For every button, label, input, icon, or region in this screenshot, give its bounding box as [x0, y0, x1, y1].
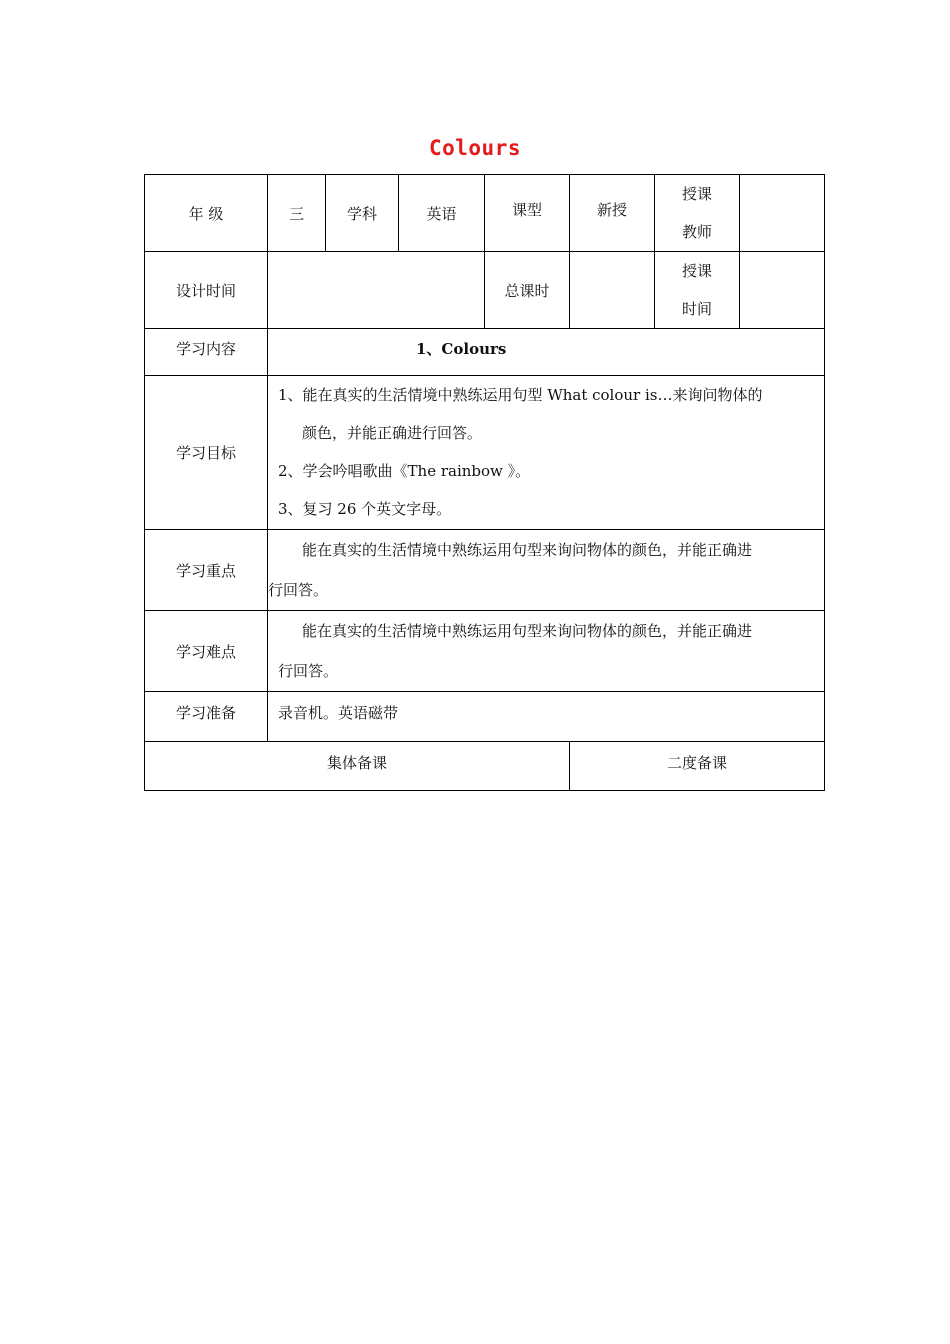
table-row [145, 692, 825, 742]
goal-item-1: 1、能在真实的生活情境中熟练运用句型 What colour is…来询问物体的 [278, 386, 763, 404]
content-value-text: 1、Colours [416, 340, 507, 358]
grade-value: 三 [268, 175, 326, 252]
teacher-label [655, 175, 740, 252]
subject-label: 学科 [326, 175, 399, 252]
design-time-label: 设计时间 [145, 252, 268, 329]
design-time-value [268, 252, 485, 329]
collective-prep-header: 集体备课 [145, 742, 570, 791]
table-row [145, 611, 825, 692]
total-hours-label: 总课时 [485, 252, 570, 329]
goals-cell [268, 376, 825, 530]
content-label: 学习内容 [145, 329, 268, 376]
grade-label: 年 级 [145, 175, 268, 252]
teacher-label-line1: 授课 [682, 185, 713, 203]
key-points-text [268, 530, 825, 611]
table-row [145, 252, 825, 329]
page-title: Colours [428, 136, 521, 160]
total-hours-value [570, 252, 655, 329]
goal-item-2: 2、学会吟唱歌曲《The rainbow 》。 [278, 462, 531, 480]
difficulties-label: 学习难点 [145, 611, 268, 692]
teach-time-label-line1: 授课 [682, 262, 713, 280]
key-points-line1: 能在真实的生活情境中熟练运用句型来询问物体的颜色，并能正确进 [302, 541, 753, 559]
table-row [145, 376, 825, 530]
goal-item-3: 3、复习 26 个英文字母。 [278, 500, 452, 518]
difficulties-line2: 行回答。 [278, 662, 339, 680]
table-row [145, 175, 825, 252]
subject-value: 英语 [399, 175, 485, 252]
goal-item-1-cont: 颜色，并能正确进行回答。 [302, 424, 483, 442]
teach-time-label-line2: 时间 [682, 300, 713, 318]
lesson-type-label: 课型 [485, 175, 570, 252]
lesson-plan-table [144, 174, 825, 791]
key-points-label: 学习重点 [145, 530, 268, 611]
table-row [145, 329, 825, 376]
teach-time-value [740, 252, 825, 329]
teach-time-label [655, 252, 740, 329]
lesson-type-value: 新授 [570, 175, 655, 252]
table-row [145, 530, 825, 611]
preparation-value: 录音机。英语磁带 [268, 692, 825, 742]
preparation-label: 学习准备 [145, 692, 268, 742]
goals-label: 学习目标 [145, 376, 268, 530]
teacher-value [740, 175, 825, 252]
key-points-line2: 行回答。 [268, 581, 329, 599]
table-row [145, 742, 825, 791]
difficulties-line1: 能在真实的生活情境中熟练运用句型来询问物体的颜色，并能正确进 [302, 622, 753, 640]
content-value [268, 329, 825, 376]
second-prep-header: 二度备课 [570, 742, 825, 791]
difficulties-text [268, 611, 825, 692]
teacher-label-line2: 教师 [682, 223, 713, 241]
